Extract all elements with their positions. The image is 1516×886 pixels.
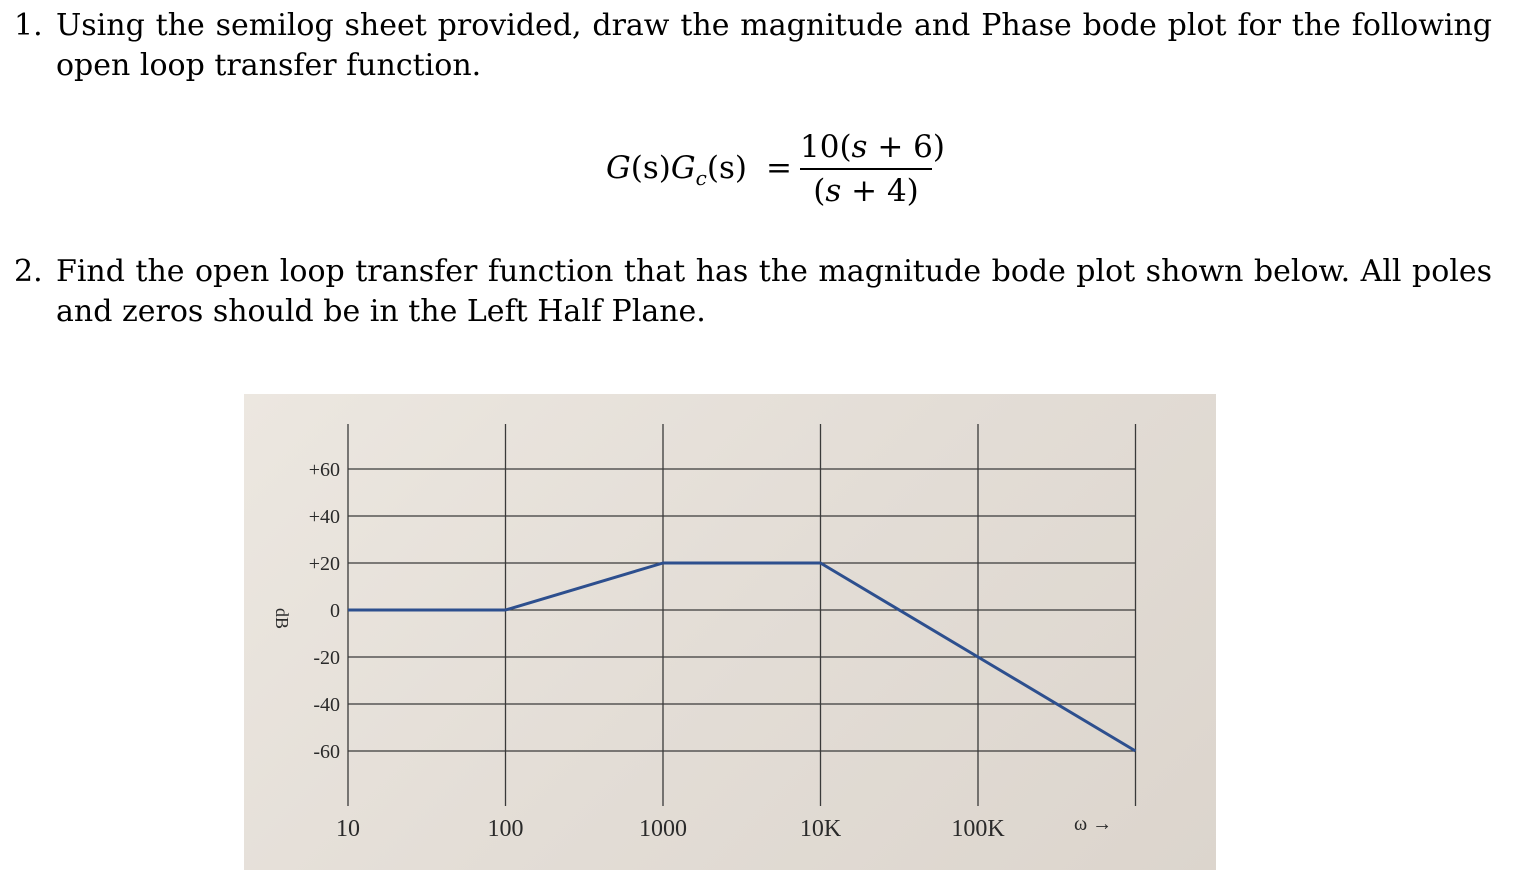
x-tick-label: 100 bbox=[487, 816, 524, 842]
y-tick-label: -40 bbox=[313, 694, 340, 716]
plot-grid bbox=[348, 424, 1136, 806]
x-tick-label: 100K bbox=[951, 816, 1005, 842]
question-2 bbox=[14, 252, 1492, 332]
bode-magnitude-plot bbox=[244, 394, 1216, 870]
x-axis-label: ω → bbox=[1074, 813, 1113, 835]
equation-lhs: $G(s)G_c(s)$ bbox=[606, 150, 747, 191]
y-tick-label: -60 bbox=[313, 741, 340, 763]
x-tick-labels bbox=[336, 816, 1005, 842]
y-tick-label: -20 bbox=[313, 647, 340, 669]
y-tick-label: +60 bbox=[308, 459, 340, 481]
equation-fraction bbox=[800, 128, 945, 210]
equation-denominator: (s + 4) bbox=[813, 173, 919, 209]
question-1 bbox=[14, 6, 1492, 86]
y-tick-labels bbox=[309, 459, 340, 763]
equation-numerator: 10(s + 6) bbox=[800, 129, 945, 165]
question-2-text: Find the open loop transfer function that has the magnitude bode plot shown below. All poles and zeros should be in the Left Half Plane. bbox=[56, 254, 1492, 329]
x-tick-label: 10K bbox=[799, 816, 842, 842]
x-tick-label: 1000 bbox=[639, 816, 687, 842]
equals-sign: = bbox=[766, 150, 792, 186]
bode-plot-photo bbox=[244, 394, 1216, 870]
y-tick-label: 0 bbox=[330, 600, 340, 622]
question-1-text: Using the semilog sheet provided, draw the magnitude and Phase bode plot for the following open loop transfer function. bbox=[56, 8, 1492, 83]
y-tick-label: +20 bbox=[308, 553, 340, 575]
question-2-number: 2. bbox=[14, 254, 43, 289]
question-1-number: 1. bbox=[14, 8, 43, 43]
x-tick-label: 10 bbox=[336, 816, 360, 842]
y-tick-label: +40 bbox=[308, 506, 340, 528]
fraction-bar bbox=[800, 168, 932, 170]
y-axis-label: dB bbox=[272, 608, 292, 630]
